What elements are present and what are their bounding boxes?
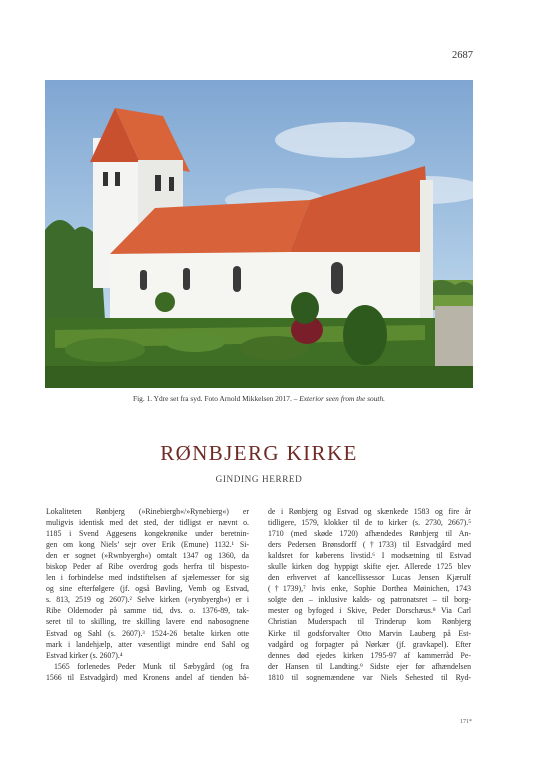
caption-english: Exterior seen from the south. <box>299 394 385 403</box>
text-line: seret til to skilling, tre skilling lavere end nabosognene <box>46 617 249 627</box>
text-line: 1810 til sognemændene var Niels Sehested til Ryd- <box>268 672 471 682</box>
right-column <box>268 506 471 683</box>
text-line: gen om kong Niels’ sejr over Erik (Emune) 1132.¹ Si- <box>46 540 249 550</box>
text-line: Ribe Oldemoder på samme tid, dvs. o. 1376-89, tak- <box>46 606 249 616</box>
text-line: 1565 forlenedes Peder Munk til Sæbygård (og fra <box>54 661 249 671</box>
text-line: 1185 i Svend Aggesens kongekrønike under beretnin- <box>46 529 249 539</box>
text-line: kaldsret for køberens livstid.⁶ I modsætning til Estvad <box>268 551 471 561</box>
text-line: mester og byfoged i Skive, Peder Dorschæus.⁸ Via Carl <box>268 606 471 616</box>
left-column <box>46 506 249 683</box>
text-line: muligvis identisk med det sted, der tidligst er nævnt o. <box>46 518 249 528</box>
text-line: skulle kirken dog hyppigt skifte ejer. Allerede 1725 blev <box>268 562 471 572</box>
text-line: Kirke til godsforvalter Otto Marvin Lauberg på Est- <box>268 628 471 638</box>
text-line: Estvad kirker (s. 2607).⁴ <box>46 650 123 660</box>
text-line: de i Rønbjerg og Estvad og skænkede 1583 og fire år <box>268 507 471 516</box>
figure-caption <box>45 394 473 403</box>
text-line: tidligere, 1579, klokker til de to kirker (s. 2730, 2667).⁵ <box>268 518 471 528</box>
text-line: Christian Muderspach til Trinderup kom Rønbjerg <box>268 617 471 627</box>
page-number: 2687 <box>452 50 473 61</box>
text-line: vadgård og forpagter på Nørkær (jf. gravkapel). Efter <box>268 639 471 649</box>
text-line: solgte den – inklusive kalds- og patronatsret – til borg- <box>268 595 471 605</box>
text-line: Estvad og Sahl (s. 2607).³ 1524-26 betalte kirken otte <box>46 628 249 638</box>
text-line: der Hansen til Landting.⁹ Sidste ejer før afhændelsen <box>268 661 471 671</box>
page-subtitle: GINDING HERRED <box>215 474 303 484</box>
church-photo <box>45 80 473 388</box>
text-line: mark i landehjælp, atter væsentligt mindre end Sahl og <box>46 639 249 649</box>
text-line: (†1739),⁷ hvis enke, Sophie Dorthea Møinichen, 1743 <box>268 584 471 594</box>
church-illustration <box>45 80 473 388</box>
text-line: den er sognet (»Rwnbyergh«) omtalt 1347 og 1360, da <box>46 551 249 561</box>
text-line: den erhvervet af kancellissessor Lucas Jensen Kjærulf <box>268 573 471 583</box>
text-line: len i forbindelse med indstiftelsen af sjælemesser for sig <box>46 573 249 583</box>
signature-mark: 171* <box>460 719 472 725</box>
text-line: Lokaliteten Rønbjerg (»Rinebiergh«/»Rynebierg«) er <box>46 507 249 516</box>
text-line: og sine efterfølgere (jf. også Bøvling, Vemb og Estvad, <box>46 584 249 594</box>
text-line: 1566 til Estvadgård) med Kronens andel af tienden bå- <box>46 672 249 682</box>
text-line: ders Pedersen Brønsdorff (†1733) til Estvadgård med <box>268 540 471 550</box>
text-line: 1710 (med skøde 1720) afhændedes Rønbjerg til An- <box>268 529 471 539</box>
text-line: biskop Peder af Ribe overdrog gods herfra til bispesto- <box>46 562 249 572</box>
page-title: RØNBJERG KIRKE <box>160 441 358 465</box>
text-line: dennes død ejedes kirken 1795-97 af kammerråd Pe- <box>268 650 471 660</box>
caption-danish: Fig. 1. Ydre set fra syd. Foto Arnold Mikkelsen 2017. – <box>133 394 298 403</box>
text-line: s. 813, 2519 og 2607).² Selve kirken (»rynbyergh«) er i <box>46 595 249 605</box>
